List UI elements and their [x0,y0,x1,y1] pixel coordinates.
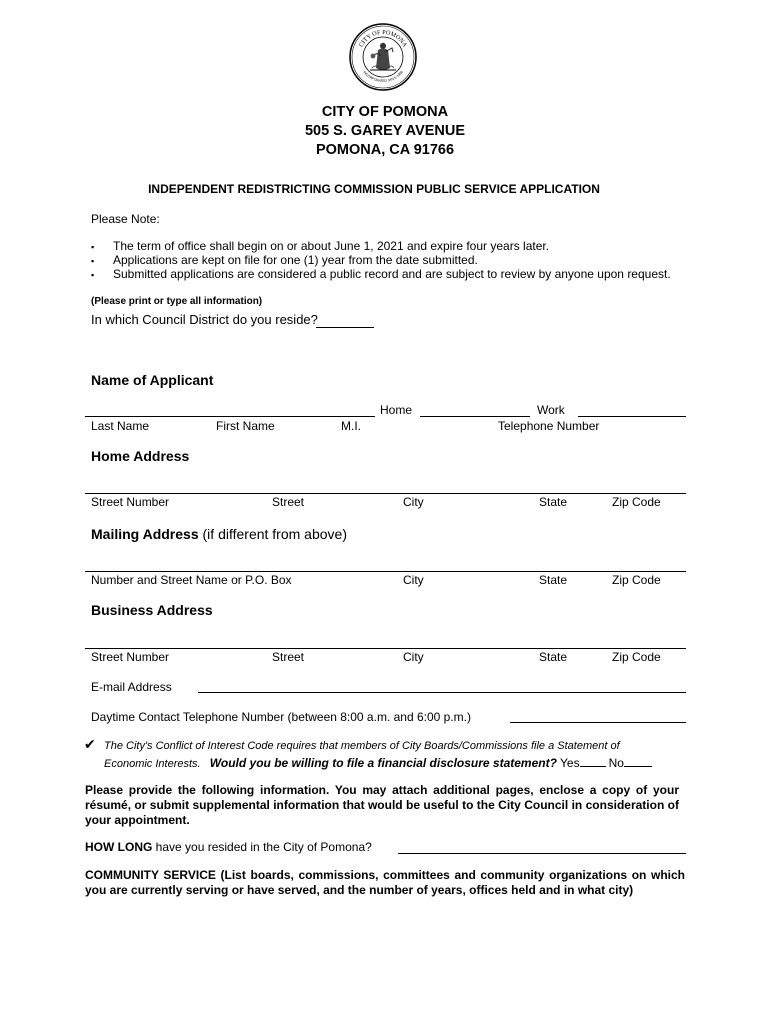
note-item-2: Applications are kept on file for one (1) year from the date submitted. [113,253,478,267]
conflict-italic-text: Economic Interests. [104,758,201,770]
business-address-field[interactable] [85,648,686,649]
business-zip-label: Zip Code [612,650,661,664]
yes-field[interactable] [580,754,606,767]
home-street-label: Street [272,495,305,509]
seal-bottom-text: INCORPORATED JAN 6 1888 [362,70,404,84]
mailing-state-label: State [539,573,568,587]
business-street-number-label: Street Number [91,650,170,664]
community-service-bold: COMMUNITY SERVICE [85,868,216,882]
business-city-label: City [403,650,424,664]
business-address-heading: Business Address [91,602,213,618]
work-phone-label: Work [537,403,565,417]
yes-label: Yes [560,756,580,770]
how-long-question [85,840,372,854]
district-question: In which Council District do you reside? [91,312,318,327]
mailing-address-heading-suffix: (if different from above) [198,526,347,542]
home-address-heading: Home Address [91,448,190,464]
how-long-field[interactable] [398,853,686,854]
mailing-number-street-label: Number and Street Name or P.O. Box [91,573,292,587]
form-title: INDEPENDENT REDISTRICTING COMMISSION PUBLIC SERVICE APPLICATION [148,182,600,196]
email-field[interactable] [198,692,686,693]
note-item-1: The term of office shall begin on or about June 1, 2021 and expire four years later. [113,239,550,253]
email-label: E-mail Address [91,680,172,694]
header-city-state-zip: POMONA, CA 91766 [315,142,455,158]
mailing-city-label: City [403,573,424,587]
mailing-address-heading-bold: Mailing Address [91,526,199,542]
city-seal [348,22,418,92]
home-zip-label: Zip Code [612,495,661,509]
applicant-heading: Name of Applicant [91,372,214,388]
no-label: No [608,756,624,770]
community-service-rest: (List boards, commissions, committees and community organizations on which you are currently serving or have served, and the number of years, offices held and in what city) [85,868,686,897]
community-service-paragraph [85,868,685,898]
how-long-rest: have you resided in the City of Pomona? [152,840,372,854]
header-city: CITY OF POMONA [321,104,449,120]
bullet-icon: ▪ [91,270,95,280]
please-note-label: Please Note: [91,212,160,226]
seal-text: CITY OF POMONA [357,28,409,49]
first-name-label: First Name [216,419,275,433]
telephone-label: Telephone Number [498,419,600,433]
mailing-zip-label: Zip Code [612,573,661,587]
last-name-label: Last Name [91,419,150,433]
svg-text:INCORPORATED JAN 6 1888 [362,70,404,83]
daytime-phone-label: Daytime Contact Telephone Number (between 8:00 a.m. and 6:00 p.m.) [91,710,471,724]
work-phone-field[interactable] [578,416,686,417]
conflict-text-line2 [104,754,652,770]
daytime-phone-field[interactable] [510,722,686,723]
bullet-icon: ▪ [91,256,95,266]
district-field[interactable] [316,327,374,328]
business-state-label: State [539,650,568,664]
home-state-label: State [539,495,568,509]
no-field[interactable] [624,754,652,767]
provide-info-paragraph: Please provide the following information. You may attach additional pages, enclose a copy of your résumé, or submit supplemental information that would be useful to the City Council in consideration of your appointment. [85,783,679,827]
checkmark-icon: ✔ [84,737,96,753]
home-street-number-label: Street Number [91,495,170,509]
mi-label: M.I. [341,419,361,433]
bullet-icon: ▪ [91,242,95,252]
mailing-address-field[interactable] [85,571,686,572]
business-street-label: Street [272,650,305,664]
applicant-name-field[interactable] [85,416,375,417]
disclosure-question: Would you be willing to file a financial disclosure statement? [209,756,557,770]
print-note: (Please print or type all information) [91,296,263,307]
how-long-bold: HOW LONG [85,840,153,854]
header-address: 505 S. GAREY AVENUE [304,123,466,139]
note-item-3: Submitted applications are considered a public record and are subject to review by anyone upon request. [113,267,671,281]
home-address-field[interactable] [85,493,686,494]
home-city-label: City [403,495,424,509]
mailing-address-heading [91,526,347,542]
home-phone-field[interactable] [420,416,530,417]
conflict-text-line1: The City's Conflict of Interest Code requires that members of City Boards/Commissions file a Statement of [104,740,620,752]
home-phone-label: Home [380,403,413,417]
